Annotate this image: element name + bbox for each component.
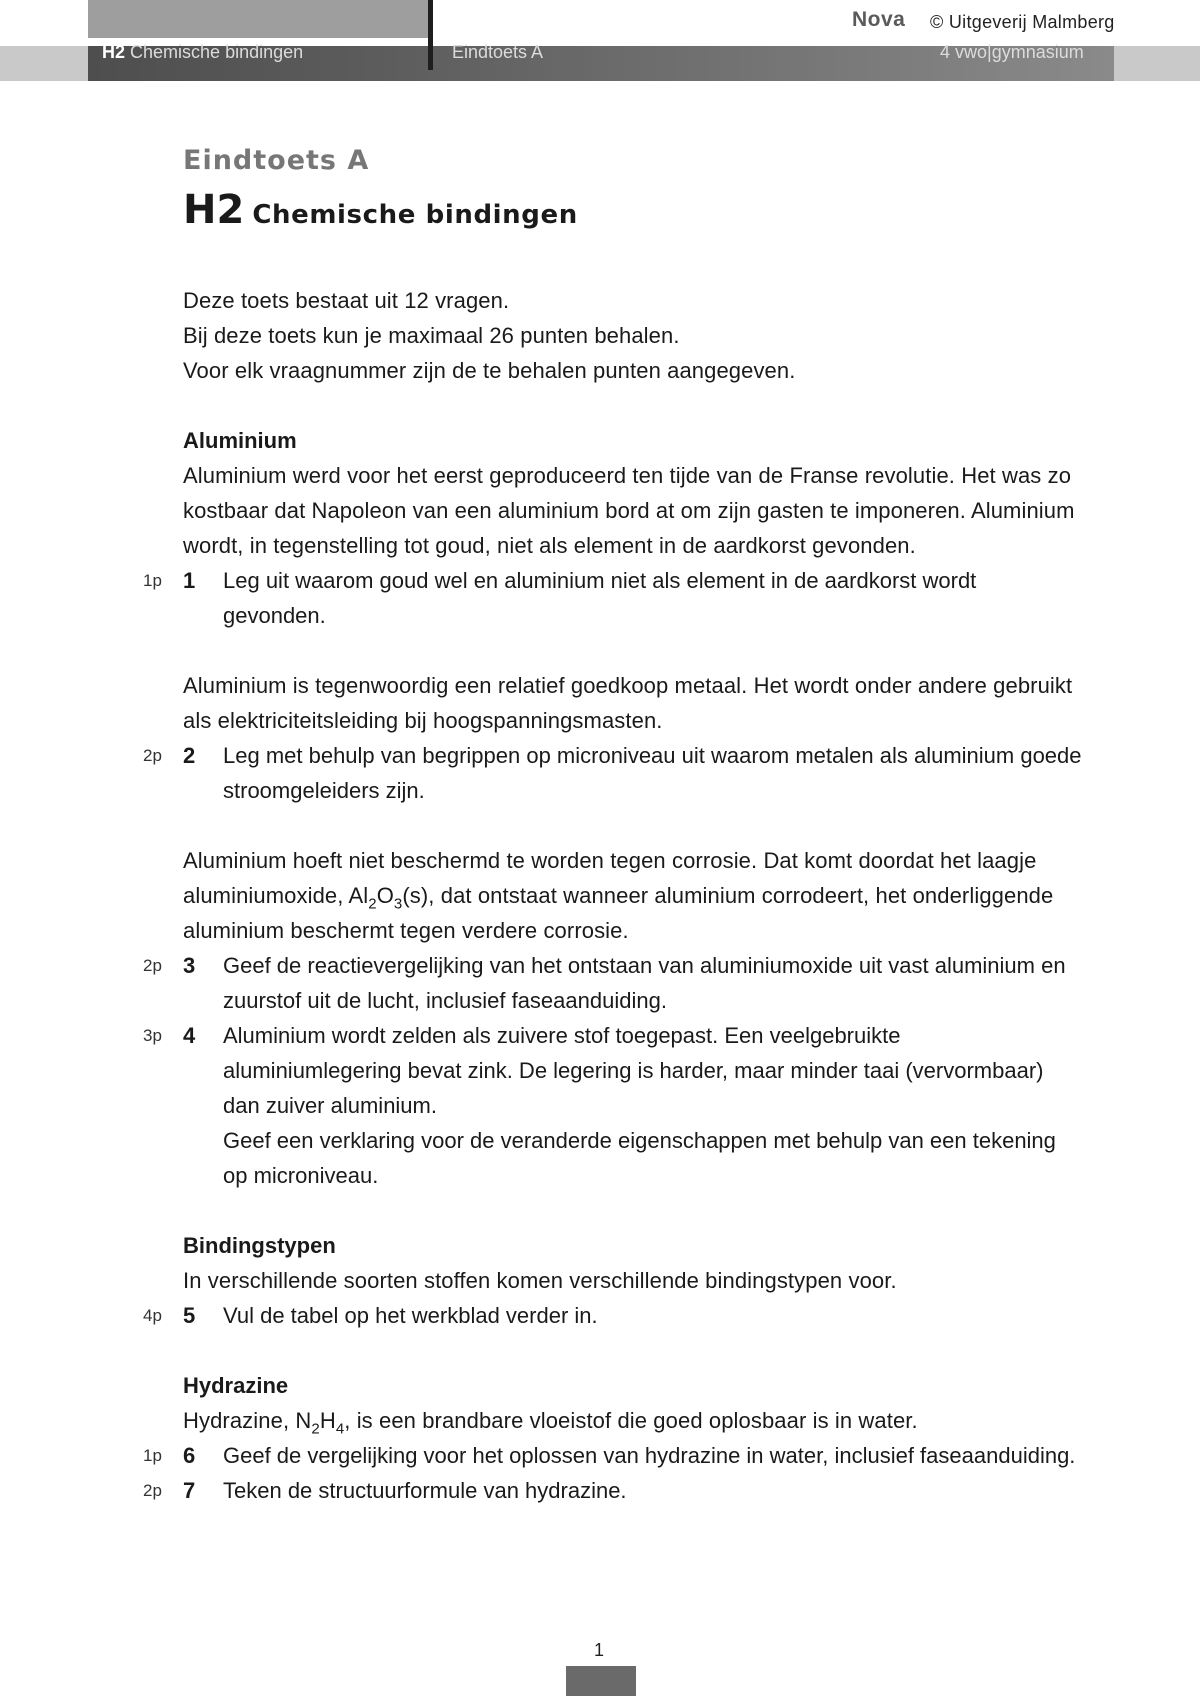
paragraph: Aluminium werd voor het eerst geproduceerd ten tijde van de Franse revolutie. Het was zo kostbaar dat Napoleon van een aluminium bord at om zijn gasten te imponeren. Aluminium wordt, in tegenstelling tot goud, niet als element in de aardkorst gevonden. [183,463,1075,558]
question-2 [143,738,1083,808]
header-separator [428,0,433,70]
question-5 [143,1298,1083,1333]
brand-logo: Nova [852,8,906,31]
text-run: O [376,883,394,908]
question-text: Geef de vergelijking voor het oplossen van hydrazine in water, inclusief faseaanduiding. [223,1443,1076,1468]
question-text: Leg met behulp van begrippen op microniveau uit waarom metalen als aluminium goede stroomgeleiders zijn. [223,743,1082,803]
section-bindingstypen [143,1228,1083,1333]
page-kicker: Eindtoets A [183,145,370,176]
question-number: 6 [183,1443,196,1468]
intro [183,283,1083,388]
question-text: Aluminium wordt zelden als zuivere stof toegepast. Een veelgebruikte aluminiumlegering bevat zink. De legering is harder, maar minder taai (vervormbaar) dan zuiver aluminium. [223,1023,1044,1118]
intro-line: Voor elk vraagnummer zijn de te behalen punten aangegeven. [183,358,796,383]
question-points: 1p [143,1446,162,1465]
text-run: (s), dat ontstaat wanneer aluminium corrodeert, het onderliggende aluminium beschermt tegen verdere corrosie. [183,883,1054,943]
header-level: 4 vwo|gymnasium [940,42,1084,62]
paragraph [183,843,1083,948]
question-text: Leg uit waarom goud wel en aluminium niet als element in de aardkorst wordt gevonden. [223,568,977,628]
question-points: 2p [143,746,162,765]
section-heading: Bindingstypen [183,1233,336,1258]
question-number: 7 [183,1478,196,1503]
question-number: 4 [183,1023,196,1048]
text-run: Hydrazine, N [183,1408,312,1433]
page-title [183,186,1083,243]
section-aluminium [143,423,1083,1193]
header-chapter-code: H2 [102,42,126,62]
page-title-text: Chemische bindingen [252,200,578,230]
section-hydrazine [143,1368,1083,1508]
question-points: 1p [143,571,162,590]
header-section: Eindtoets A [452,42,544,62]
subscript: 2 [368,895,377,913]
context-block [143,843,1083,1193]
question-4 [143,1018,1083,1193]
paragraph: In verschillende soorten stoffen komen verschillende bindingstypen voor. [183,1268,897,1293]
intro-line: Bij deze toets kun je maximaal 26 punten behalen. [183,323,680,348]
question-1 [143,563,1083,633]
paragraph: Aluminium is tegenwoordig een relatief goedkoop metaal. Het wordt onder andere gebruikt als elektriciteitsleiding bij hoogspanningsmasten. [183,673,1073,733]
question-points: 2p [143,1481,162,1500]
header-chapter-name: Chemische bindingen [130,42,304,62]
section-heading: Hydrazine [183,1373,289,1398]
question-text: Vul de tabel op het werkblad verder in. [223,1303,598,1328]
section-heading: Aluminium [183,428,297,453]
question-text: Geef een verklaring voor de veranderde eigenschappen met behulp van een tekening op microniveau. [223,1128,1056,1188]
copyright-notice: © Uitgeverij Malmberg [930,12,1115,32]
page-title-number: H2 [183,187,245,233]
question-6 [143,1438,1083,1473]
text-run: Aluminium hoeft niet beschermd te worden tegen corrosie. Dat komt doordat het laagje aluminiumoxide, Al [183,848,1037,908]
intro-line: Deze toets bestaat uit 12 vragen. [183,288,510,313]
question-points: 3p [143,1026,162,1045]
question-points: 2p [143,956,162,975]
page-number: 1 [594,1640,605,1660]
question-number: 3 [183,953,196,978]
header-band-left [0,46,88,81]
header-chapter [102,42,303,63]
question-text: Geef de reactievergelijking van het ontstaan van aluminiumoxide uit vast aluminium en zuurstof uit de lucht, inclusief faseaanduiding. [223,953,1066,1013]
question-text: Teken de structuurformule van hydrazine. [223,1478,627,1503]
question-points: 4p [143,1306,162,1325]
footer-bar [566,1666,636,1696]
subscript: 4 [335,1420,345,1438]
text-run: H [319,1408,336,1433]
question-7 [143,1473,1083,1508]
question-3 [143,948,1083,1018]
subscript: 3 [393,895,403,913]
document-body [143,142,1083,1508]
context-block [143,668,1083,808]
question-number: 2 [183,743,196,768]
question-number: 1 [183,568,196,593]
text-run: , is een brandbare vloeistof die goed oplosbaar is in water. [344,1408,918,1433]
paragraph [183,1403,1083,1438]
header-band-right [1114,46,1200,81]
question-number: 5 [183,1303,196,1328]
header-top-block [88,0,428,38]
subscript: 2 [311,1420,320,1438]
